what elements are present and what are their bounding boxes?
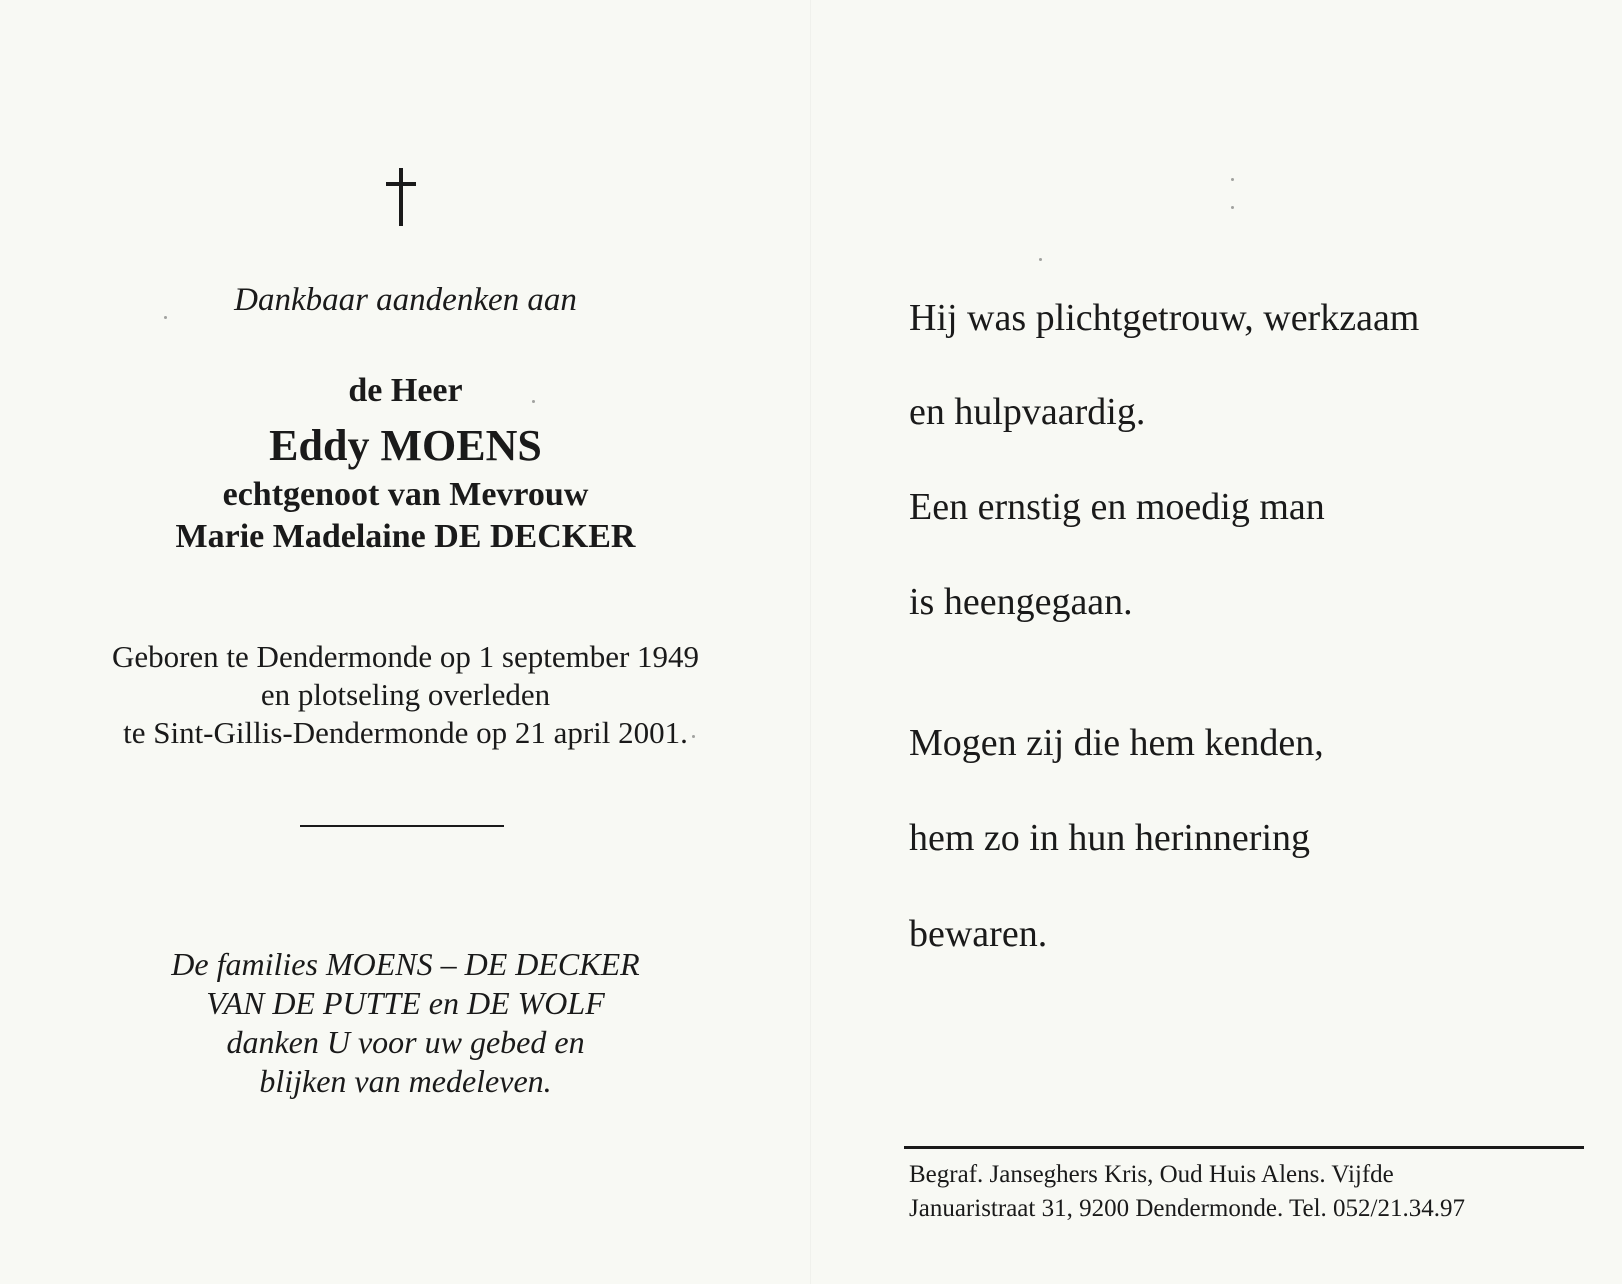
life-dates <box>0 638 811 752</box>
intro-text: Dankbaar aandenken aan <box>234 282 577 318</box>
poem-line: Mogen zij die hem kenden, <box>909 722 1324 764</box>
poem-line: en hulpvaardig. <box>909 391 1146 433</box>
spouse-line-2: Marie Madelaine DE DECKER <box>175 518 636 555</box>
spouse-line-1: echtgenoot van Mevrouw <box>222 476 589 513</box>
divider-line <box>300 825 504 827</box>
right-panel <box>811 0 1622 1284</box>
printer-line: Januaristraat 31, 9200 Dendermonde. Tel. 052/21.34.97 <box>909 1195 1466 1222</box>
life-line: te Sint-Gillis-Dendermonde op 21 april 2001. <box>123 715 688 750</box>
printer-info <box>909 1158 1465 1226</box>
deceased-name: Eddy MOENS <box>269 421 542 470</box>
life-line: Geboren te Dendermonde op 1 september 1949 <box>111 639 700 674</box>
honorific-title: de Heer <box>348 372 463 409</box>
poem-line: Hij was plichtgetrouw, werkzaam <box>909 297 1420 339</box>
paper-speck <box>1231 178 1234 181</box>
paper-speck <box>532 400 535 403</box>
printer-rule <box>904 1146 1584 1149</box>
paper-speck <box>692 735 695 738</box>
life-line: en plotseling overleden <box>260 677 551 712</box>
thanks-line: De families MOENS – DE DECKER <box>171 946 640 982</box>
poem-line: bewaren. <box>909 913 1048 955</box>
cross-icon <box>375 168 427 226</box>
printer-line: Begraf. Janseghers Kris, Oud Huis Alens. Vijfde <box>909 1161 1394 1188</box>
thanks-line: VAN DE PUTTE en DE WOLF <box>206 985 605 1021</box>
paper-speck <box>1039 258 1042 261</box>
paper-speck <box>1231 206 1234 209</box>
poem-line: Een ernstig en moedig man <box>909 486 1325 528</box>
paper-speck <box>164 316 167 319</box>
family-thanks <box>0 945 811 1101</box>
poem-line: hem zo in hun herinnering <box>909 817 1311 859</box>
thanks-line: blijken van medeleven. <box>259 1063 552 1099</box>
poem-line: is heengegaan. <box>909 581 1133 623</box>
thanks-line: danken U voor uw gebed en <box>226 1024 585 1060</box>
